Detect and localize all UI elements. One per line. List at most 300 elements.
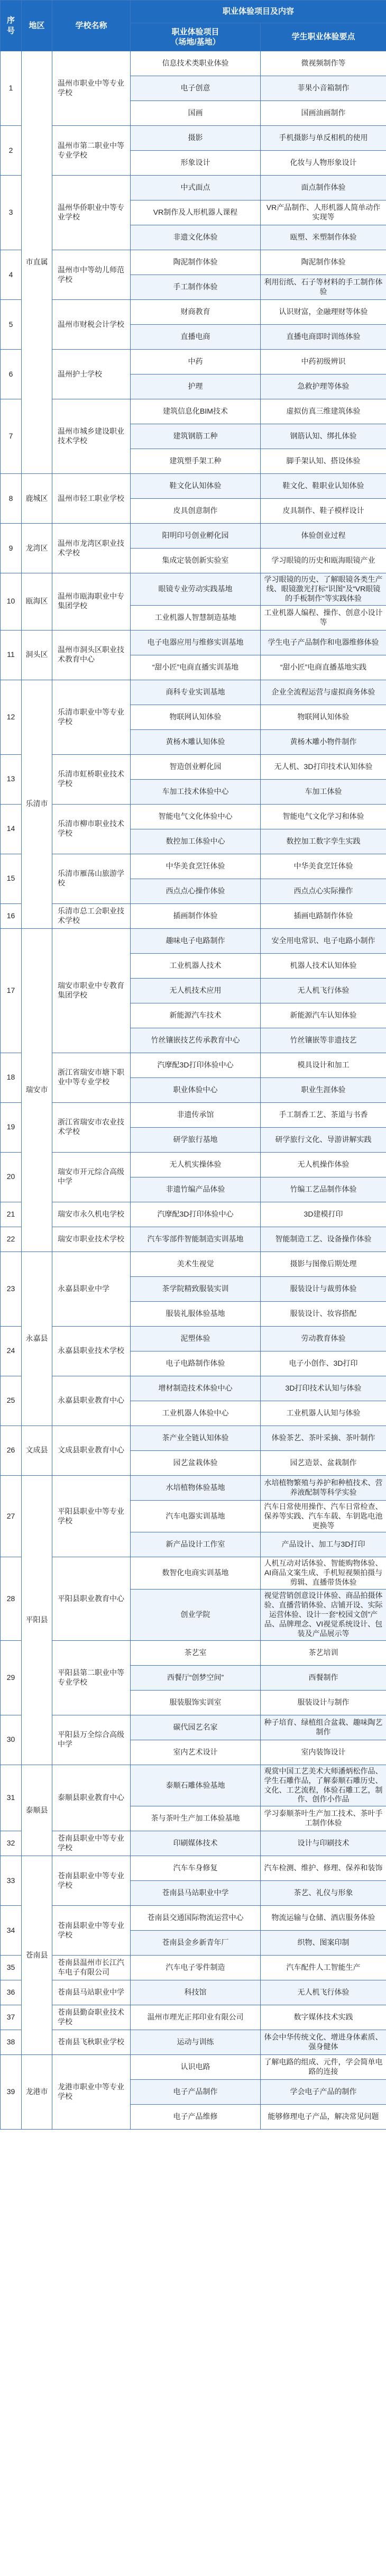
table-row (1, 1152, 386, 1177)
school-name: 瑞安市职业中专教育集团学校 (52, 928, 131, 1053)
project-cell: 认识电路 (131, 2055, 261, 2080)
school-name: 平阳县第二职业中等专业学校 (52, 1640, 131, 1715)
table-row (1, 1326, 386, 1351)
point-cell: 电子小创作、3D打印 (261, 1351, 386, 1376)
table-row (1, 903, 386, 928)
row-number: 25 (1, 1376, 22, 1426)
project-cell: 中式面点 (131, 176, 261, 200)
point-cell: 企业全流程运营与虚拟商务体验 (261, 680, 386, 705)
row-number: 4 (1, 250, 22, 300)
project-cell: 新能源汽车技术 (131, 1003, 261, 1028)
school-name: 温州华侨职业中等专业学校 (52, 176, 131, 250)
row-number: 32 (1, 1831, 22, 1856)
school-name: 温州市第二职业中等专业学校 (52, 126, 131, 176)
project-cell: 黄杨木雕认知体验 (131, 729, 261, 754)
point-cell: 认识财富，金融理财等体验 (261, 300, 386, 325)
point-cell: 人机互动对话体验、智能购物体验、AI商品文案生成、手机短视频拍摄与剪辑、直播带货体验 (261, 1557, 386, 1590)
project-cell: 无人机技术应用 (131, 978, 261, 1003)
row-number: 6 (1, 350, 22, 399)
project-cell: 陶泥制作体验 (131, 250, 261, 275)
point-cell: 瓯塑、米塑制作体验 (261, 225, 386, 250)
project-cell: 温州市理光正邦印业有限公司 (131, 2005, 261, 2030)
area-cell: 市直属 (22, 51, 52, 474)
table-row (1, 1252, 386, 1276)
table-row (1, 1856, 386, 1881)
project-cell: 美术生视觉 (131, 1252, 261, 1276)
area-cell: 永嘉县 (22, 1252, 52, 1426)
point-cell: 西餐制作 (261, 1665, 386, 1690)
point-cell: 种子培育、绿植组合盆栽、趣味陶艺制作 (261, 1715, 386, 1740)
point-cell: 研学旅行文化、导游讲解实践 (261, 1127, 386, 1152)
project-cell: 增材制造技术体验中心 (131, 1376, 261, 1401)
area-cell: 瓯海区 (22, 573, 52, 631)
row-number: 20 (1, 1152, 22, 1202)
point-cell: 中药初级辨识 (261, 350, 386, 374)
table-row (1, 1475, 386, 1500)
project-cell: 插画制作体验 (131, 903, 261, 928)
row-number: 16 (1, 903, 22, 928)
table-body (1, 51, 386, 2130)
school-name: 温州市轻工职业学校 (52, 474, 131, 524)
area-cell: 鹿城区 (22, 474, 52, 524)
point-cell: 汽车配件人工智能生产 (261, 1956, 386, 1980)
row-number: 38 (1, 2030, 22, 2055)
point-cell: 模具设计和加工 (261, 1053, 386, 1077)
table-row (1, 1765, 386, 1806)
point-cell: 园艺造景、盆栽制作 (261, 1450, 386, 1475)
row-number: 26 (1, 1426, 22, 1475)
project-cell: 服装礼服体验基地 (131, 1301, 261, 1326)
row-number: 1 (1, 51, 22, 126)
project-cell: 趣味电子电路制作 (131, 928, 261, 953)
area-cell: 乐清市 (22, 680, 52, 928)
school-name: 温州市龙湾区职业技术学校 (52, 524, 131, 573)
point-cell: 劳动教育体验 (261, 1326, 386, 1351)
point-cell: 竹编工艺品制作体验 (261, 1177, 386, 1202)
point-cell: 鞋文化、鞋职业认知体验 (261, 474, 386, 499)
point-cell: 学习泰顺茶叶生产加工技术、茶叶手工制作体验 (261, 1806, 386, 1831)
school-name: 瑞安市永久机电学校 (52, 1202, 131, 1227)
project-cell: 碳代园艺名家 (131, 1715, 261, 1740)
project-cell: 汽车零部件智能制造实训基地 (131, 1227, 261, 1252)
project-cell: 汽摩配3D打印体验中心 (131, 1053, 261, 1077)
area-cell: 泰顺县 (22, 1765, 52, 1856)
table-row (1, 126, 386, 151)
project-cell: 建筑钢筋工种 (131, 424, 261, 449)
project-cell: 电子电器应用与维修实训基地 (131, 630, 261, 655)
school-name: 温州市职业中等专业学校 (52, 51, 131, 126)
point-cell: 服装设计与裁剪体验 (261, 1276, 386, 1301)
row-number: 3 (1, 176, 22, 250)
project-cell: 茶艺室 (131, 1640, 261, 1665)
school-name: 乐清市虹桥职业技术学校 (52, 754, 131, 804)
row-number: 2 (1, 126, 22, 176)
table-row (1, 1227, 386, 1252)
point-cell: 智能电气文化学习和体验 (261, 804, 386, 829)
point-cell: 面点制作体验 (261, 176, 386, 200)
point-cell: 菲果小音箱制作 (261, 76, 386, 101)
row-number: 33 (1, 1856, 22, 1906)
area-cell: 龙港市 (22, 2055, 52, 2130)
table-row (1, 630, 386, 655)
project-cell: 眼镜专业劳动实践基地 (131, 573, 261, 606)
table-row (1, 928, 386, 953)
project-cell: 新产品设计工作室 (131, 1532, 261, 1557)
row-number: 5 (1, 300, 22, 350)
row-number: 10 (1, 573, 22, 631)
school-name: 苍南县职业中等专业学校 (52, 1856, 131, 1906)
school-name: 龙港市职业中等专业学校 (52, 2055, 131, 2130)
project-cell: 直播电商 (131, 325, 261, 350)
project-cell: 商科专业实训基地 (131, 680, 261, 705)
point-cell: 水培植物繁殖与养护和种植技术、营养液配制等科学实验 (261, 1475, 386, 1500)
point-cell: 手工制香工艺、茶道与书香 (261, 1102, 386, 1127)
point-cell: 体会中华传统文化、增进身体素质、强身健体 (261, 2030, 386, 2055)
point-cell: VR产品制作、人形机器人简单动作实现等 (261, 200, 386, 225)
project-cell: 服装服饰实训室 (131, 1690, 261, 1715)
point-cell: 无人机飞行体验 (261, 978, 386, 1003)
row-number: 23 (1, 1252, 22, 1326)
school-name: 温州市洞头区职业技术教育中心 (52, 630, 131, 680)
project-cell: 研学旅行基地 (131, 1127, 261, 1152)
school-name: 永嘉县职业中学 (52, 1252, 131, 1326)
school-name: 瑞安市开元综合高级中学 (52, 1152, 131, 1202)
point-cell: 钢筋认知、绑扎体验 (261, 424, 386, 449)
project-cell: 水培植物体验基地 (131, 1475, 261, 1500)
project-cell: 数智化电商实训基地 (131, 1557, 261, 1590)
point-cell: 能够修理电子产品，解决常见问题 (261, 2105, 386, 2130)
school-name: 浙江省瑞安市塘下职业中等专业学校 (52, 1053, 131, 1102)
point-cell: 学生电子产品制作和电器维修体验 (261, 630, 386, 655)
project-cell: 运动与训练 (131, 2030, 261, 2055)
row-number: 12 (1, 680, 22, 754)
point-cell: 数字媒体技术实践 (261, 2005, 386, 2030)
point-cell: 室内装饰设计 (261, 1740, 386, 1765)
project-cell: 摄影 (131, 126, 261, 151)
school-name: 永嘉县职业技术学校 (52, 1326, 131, 1376)
point-cell: 汽车日常使用操作、汽车日常检查、保养等实践、汽车车载、车钥匙电池更换等 (261, 1500, 386, 1532)
row-number: 19 (1, 1102, 22, 1152)
school-name: 浙江省瑞安市农业技术学校 (52, 1102, 131, 1152)
school-name: 乐清市柳市职业技术学校 (52, 804, 131, 854)
project-cell: 无人机实操体验 (131, 1152, 261, 1177)
project-cell: 汽车电器实训基地 (131, 1500, 261, 1532)
table-row (1, 854, 386, 879)
project-cell: 苍南县马站职业中学 (131, 1881, 261, 1906)
point-cell: 无人机操作体验 (261, 1152, 386, 1177)
header-area: 地区 (22, 1, 52, 51)
point-cell: 智能制造工艺、设备操作体验 (261, 1227, 386, 1252)
table-row (1, 1426, 386, 1450)
area-cell: 洞头区 (22, 630, 52, 680)
point-cell: 车加工体验 (261, 779, 386, 804)
row-number: 22 (1, 1227, 22, 1252)
point-cell: 服装设计与制作 (261, 1690, 386, 1715)
school-name: 苍南县飞秋职业学校 (52, 2030, 131, 2055)
point-cell: 新能源汽车认知体验 (261, 1003, 386, 1028)
point-cell: 急救护理等体验 (261, 374, 386, 399)
table-row (1, 300, 386, 325)
project-cell: 西点点心操作体验 (131, 879, 261, 903)
area-cell: 平阳县 (22, 1475, 52, 1765)
point-cell: 无人机、3D打印技术认知体验 (261, 754, 386, 779)
table-row (1, 1956, 386, 1980)
project-cell: “甜小匠”电商直播实训基地 (131, 655, 261, 680)
row-number: 37 (1, 2005, 22, 2030)
point-cell: 设计与印刷技术 (261, 1831, 386, 1856)
project-cell: 数控加工体验中心 (131, 829, 261, 854)
point-cell: 3D建模打印 (261, 1202, 386, 1227)
point-cell: 了解电路的组成、元件，学会简单电路的连接 (261, 2055, 386, 2080)
table-row (1, 1715, 386, 1740)
point-cell: 产品设计、加工与3D打印 (261, 1532, 386, 1557)
project-cell: 电子创意 (131, 76, 261, 101)
table-row (1, 51, 386, 76)
project-cell: 汽摩配3D打印体验中心 (131, 1202, 261, 1227)
point-cell: 微视频制作等 (261, 51, 386, 76)
project-cell: 电子电路制作体验 (131, 1351, 261, 1376)
point-cell: 工业机器人认知与体验 (261, 1401, 386, 1426)
project-cell: 非遗文化体验 (131, 225, 261, 250)
row-number: 15 (1, 854, 22, 903)
table-row (1, 474, 386, 499)
table-row (1, 804, 386, 829)
row-number: 8 (1, 474, 22, 524)
project-cell: 职业体验中心 (131, 1077, 261, 1102)
point-cell: 体验创业过程 (261, 524, 386, 549)
header-point: 学生职业体验要点 (261, 23, 386, 51)
project-cell: 西餐厅“创梦空间” (131, 1665, 261, 1690)
table-row (1, 176, 386, 200)
project-cell: 国画 (131, 101, 261, 126)
project-cell: 电子产品维修 (131, 2105, 261, 2130)
point-cell: 茶艺培训 (261, 1640, 386, 1665)
school-name: 文成县职业教育中心 (52, 1426, 131, 1475)
project-cell: 建筑塑手架工种 (131, 449, 261, 474)
school-name: 苍南县马站职业中学 (52, 1980, 131, 2005)
point-cell: 视觉营销创意设计体验、商品拍摄体验、直播营销体验、店铺开设、实际运营体验、设计一套“校园文创”产品、品牌理念、VI视觉系统设计、包装及产品展示等 (261, 1590, 386, 1641)
point-cell: 国画油画制作 (261, 101, 386, 126)
project-cell: 手工制作体验 (131, 275, 261, 300)
point-cell: 学习眼镜的历史、了解眼镜各类生产线、眼镜激光打标“识图”及“VR眼镜的手板制作”等实践体验 (261, 573, 386, 606)
project-cell: 室内艺术设计 (131, 1740, 261, 1765)
point-cell: 脚手架认知、搭设体验 (261, 449, 386, 474)
row-number: 21 (1, 1202, 22, 1227)
point-cell: 西点点心实际操作 (261, 879, 386, 903)
row-number: 36 (1, 1980, 22, 2005)
row-number: 39 (1, 2055, 22, 2130)
project-cell: 信息技术类职业体验 (131, 51, 261, 76)
table-row (1, 1102, 386, 1127)
school-name: 乐清市雁荡山旅游学校 (52, 854, 131, 903)
header-school: 学校名称 (52, 1, 131, 51)
school-name: 温州护士学校 (52, 350, 131, 399)
point-cell: 机器人技术认知体验 (261, 953, 386, 978)
project-cell: 竹丝镶嵌技艺传承教育中心 (131, 1028, 261, 1053)
project-cell: 非遗竹编产品体验 (131, 1177, 261, 1202)
area-cell: 瑞安市 (22, 928, 52, 1252)
table-row (1, 1202, 386, 1227)
school-name: 苍南县勤奋职业技术学校 (52, 2005, 131, 2030)
point-cell: 观赏中国工艺美术大师潘炳松作品、学生石雕作品，了解泰顺石雕历史、文化、工艺流程，体验石雕工艺，制作、创作小作品 (261, 1765, 386, 1806)
point-cell: 织物、图案印制 (261, 1931, 386, 1956)
point-cell: 虚拟仿真三维建筑体验 (261, 399, 386, 424)
point-cell: 职业生涯体验 (261, 1077, 386, 1102)
project-cell: VR制作及人形机器人课程 (131, 200, 261, 225)
table-row (1, 2055, 386, 2080)
table-row (1, 1906, 386, 1931)
point-cell: 3D打印技术认知与体验 (261, 1376, 386, 1401)
row-number: 35 (1, 1956, 22, 1980)
project-cell: 形象设计 (131, 151, 261, 176)
point-cell: 化妆与人物形象设计 (261, 151, 386, 176)
project-cell: 物联网认知体验 (131, 705, 261, 729)
point-cell: 物流运输与仓储、酒店服务体验 (261, 1906, 386, 1931)
project-cell: 泥塑体验 (131, 1326, 261, 1351)
project-cell: 园艺盆栽体验 (131, 1450, 261, 1475)
row-number: 17 (1, 928, 22, 1053)
row-number: 9 (1, 524, 22, 573)
school-name: 平阳县职业教育中心 (52, 1557, 131, 1640)
table-row (1, 250, 386, 275)
table-row (1, 1557, 386, 1590)
point-cell: 摄影与图像后期处理 (261, 1252, 386, 1276)
row-number: 13 (1, 754, 22, 804)
project-cell: 汽车电子零件制造 (131, 1956, 261, 1980)
project-cell: 中华美食烹饪体验 (131, 854, 261, 879)
point-cell: 工业机器人编程、操作、创意小设计等 (261, 605, 386, 630)
school-name: 永嘉县职业教育中心 (52, 1376, 131, 1426)
row-number: 30 (1, 1715, 22, 1765)
project-cell: 科技馆 (131, 1980, 261, 2005)
table-row (1, 399, 386, 424)
school-name: 温州市中等幼儿师范学校 (52, 250, 131, 300)
row-number: 18 (1, 1053, 22, 1102)
school-name: 苍南县职业中等专业学校 (52, 1831, 131, 1856)
school-name: 温州市财税会计学校 (52, 300, 131, 350)
point-cell: 安全用电常识、电子电路小制作 (261, 928, 386, 953)
project-cell: 苍南县交通国际物流运营中心 (131, 1906, 261, 1931)
project-cell: 工业机器人智慧制造基地 (131, 605, 261, 630)
project-cell: 智能电气文化体验中心 (131, 804, 261, 829)
row-number: 14 (1, 804, 22, 854)
header-no: 序号 (1, 1, 22, 51)
project-cell: 茶学院精致服装实训 (131, 1276, 261, 1301)
school-name: 瑞安市职业技术学校 (52, 1227, 131, 1252)
table-header (1, 1, 386, 51)
row-number: 29 (1, 1640, 22, 1715)
project-cell: 工业机器人体验中心 (131, 1401, 261, 1426)
project-cell: 苍南县金乡新青年厂 (131, 1931, 261, 1956)
point-cell: 体验茶艺、茶叶采摘、茶叶制作 (261, 1426, 386, 1450)
school-name: 苍南县职业中等专业学校 (52, 1906, 131, 1956)
table-row (1, 1831, 386, 1856)
table-row (1, 2030, 386, 2055)
school-name: 平阳县职业中等专业学校 (52, 1475, 131, 1557)
project-cell: 阳明印号创业孵化园 (131, 524, 261, 549)
project-cell: 创业学院 (131, 1590, 261, 1641)
point-cell: 黄杨木雕小物件制作 (261, 729, 386, 754)
point-cell: 竹丝镶嵌等非遗技艺 (261, 1028, 386, 1053)
table-row (1, 1980, 386, 2005)
project-cell: 集成定装创新实验室 (131, 549, 261, 573)
row-number: 31 (1, 1765, 22, 1831)
school-name: 泰顺县职业教育中心 (52, 1765, 131, 1831)
point-cell: 插画电路制作体验 (261, 903, 386, 928)
school-name: 乐清市总工会职业技术学校 (52, 903, 131, 928)
area-cell: 文成县 (22, 1426, 52, 1475)
project-cell: 印刷媒体技术 (131, 1831, 261, 1856)
project-cell: 非遗传承馆 (131, 1102, 261, 1127)
row-number: 28 (1, 1557, 22, 1640)
table-row (1, 524, 386, 549)
school-name: 温州市瓯海职业中专集团学校 (52, 573, 131, 631)
project-cell: 茶产业全链认知体验 (131, 1426, 261, 1450)
point-cell: 直播电商即时训练体验 (261, 325, 386, 350)
project-cell: 车加工技术体验中心 (131, 779, 261, 804)
table-row (1, 573, 386, 606)
table-row (1, 1053, 386, 1077)
school-name: 平阳县万全综合高级中学 (52, 1715, 131, 1765)
project-cell: 汽车车身修复 (131, 1856, 261, 1881)
project-cell: 茶与茶叶生产加工体验基地 (131, 1806, 261, 1831)
area-cell: 龙湾区 (22, 524, 52, 573)
project-cell: 皮具创意制作 (131, 499, 261, 524)
point-cell: “甜小匠”电商直播基地实践 (261, 655, 386, 680)
row-number: 11 (1, 630, 22, 680)
school-name: 苍南县温州市长江汽车电子有限公司 (52, 1956, 131, 1980)
table-row (1, 680, 386, 705)
project-cell: 工业机器人技术 (131, 953, 261, 978)
point-cell: 物联网认知体验 (261, 705, 386, 729)
table-row (1, 350, 386, 374)
point-cell: 手机摄影与单反相机的使用 (261, 126, 386, 151)
row-number: 7 (1, 399, 22, 474)
row-number: 24 (1, 1326, 22, 1376)
project-cell: 泰顺石雕体验基地 (131, 1765, 261, 1806)
point-cell: 服装设计、妆容搭配 (261, 1301, 386, 1326)
table-row (1, 2005, 386, 2030)
project-cell: 建筑信息化BIM技术 (131, 399, 261, 424)
point-cell: 陶泥制作体验 (261, 250, 386, 275)
project-cell: 电子产品制作 (131, 2080, 261, 2105)
project-cell: 中药 (131, 350, 261, 374)
point-cell: 利用衍纸、石子等材料的手工制作体验 (261, 275, 386, 300)
table-row (1, 1640, 386, 1665)
point-cell: 汽车检测、维护、修理、保养和装饰 (261, 1856, 386, 1881)
project-cell: 鞋文化认知体验 (131, 474, 261, 499)
row-number: 34 (1, 1906, 22, 1956)
row-number: 27 (1, 1475, 22, 1557)
point-cell: 学习眼镜的历史和瓯海眼镜产业 (261, 549, 386, 573)
point-cell: 中华美食烹饪体验 (261, 854, 386, 879)
school-name: 温州市城乡建设职业技术学校 (52, 399, 131, 474)
point-cell: 无人机飞行体验 (261, 1980, 386, 2005)
point-cell: 茶艺、礼仪与形象 (261, 1881, 386, 1906)
project-cell: 财商教育 (131, 300, 261, 325)
header-group: 职业体验项目及内容 (131, 1, 386, 23)
school-name: 乐清市职业中等专业学校 (52, 680, 131, 754)
point-cell: 皮具制作、鞋子模样设计 (261, 499, 386, 524)
area-cell: 苍南县 (22, 1856, 52, 2055)
point-cell: 数控加工数字孪生实践 (261, 829, 386, 854)
table-row (1, 754, 386, 779)
point-cell: 学会电子产品的制作 (261, 2080, 386, 2105)
header-project: 职业体验项目 （场地/基地） (131, 23, 261, 51)
table-row (1, 1376, 386, 1401)
project-cell: 智造创业孵化园 (131, 754, 261, 779)
project-cell: 护理 (131, 374, 261, 399)
